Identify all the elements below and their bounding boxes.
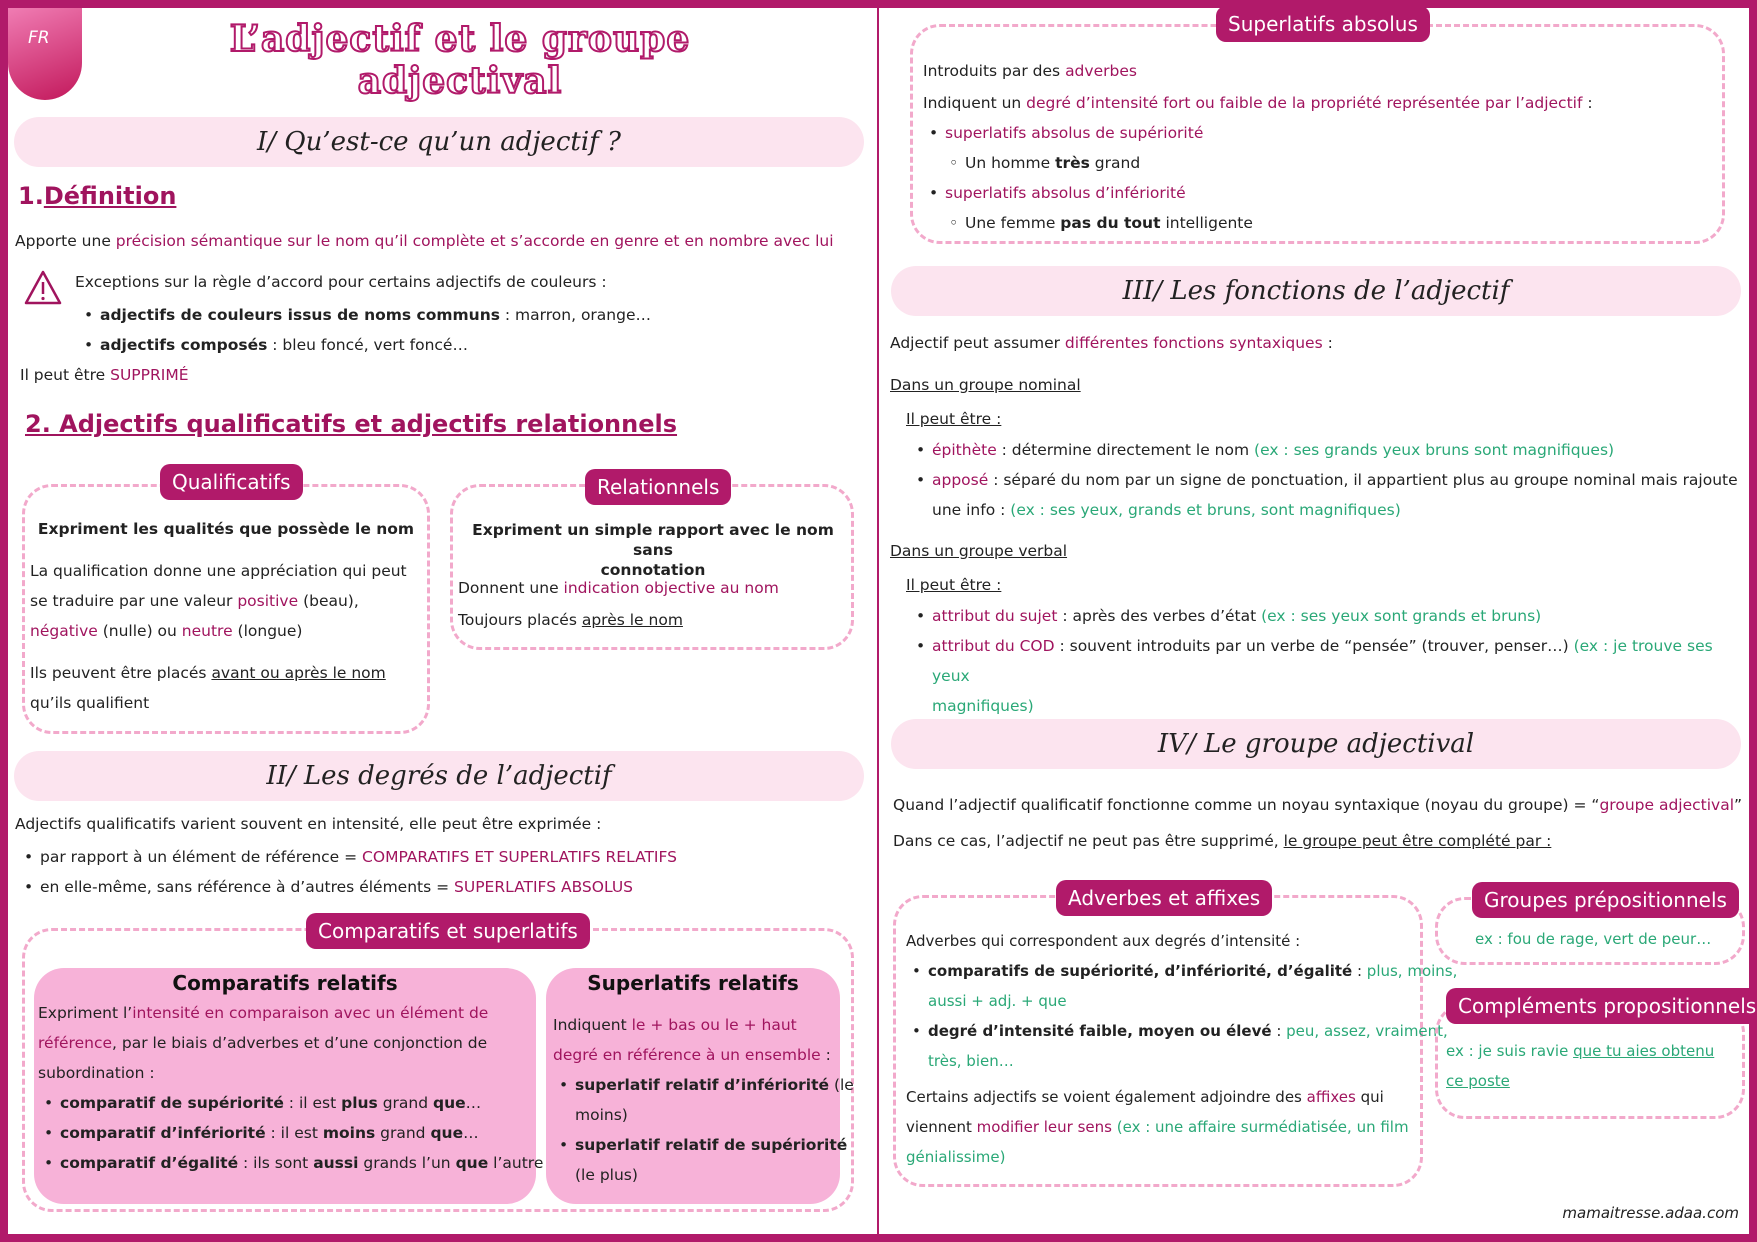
- adv-line-5: génialissime): [906, 1148, 1006, 1166]
- exception-bold: adjectifs composés: [100, 336, 268, 354]
- comp-item-m1: : ils sont: [238, 1154, 314, 1172]
- suppression-a: Il peut être: [20, 366, 111, 384]
- s3-ac-c: (ex : je trouve ses yeux: [932, 637, 1713, 685]
- comp-item-bold: comparatif d’infériorité: [60, 1124, 266, 1142]
- definition-text-a: Apporte une: [15, 232, 116, 250]
- comparatifs-relatifs-title: Comparatifs relatifs: [172, 971, 398, 995]
- section3-intro: [890, 334, 1333, 352]
- comp-item-b3: que: [455, 1154, 489, 1172]
- complements-propositionnels-body: [1446, 1036, 1714, 1096]
- adv-i1c: plus, moins,: [1366, 962, 1458, 980]
- s3-ap-d: (ex : ses yeux, grands et bruns, sont magnifiques): [1010, 501, 1401, 519]
- comp-item-b3: que: [430, 1124, 464, 1142]
- qualif-line-5: qu’ils qualifient: [30, 694, 150, 712]
- comp-item-end: l’autre: [488, 1154, 544, 1172]
- list-item: [78, 330, 651, 360]
- adv-l4a: viennent: [906, 1118, 977, 1136]
- qualif-l2a: se traduire par une valeur: [30, 592, 238, 610]
- exceptions-intro: Exceptions sur la règle d’accord pour certains adjectifs de couleurs :: [75, 273, 607, 291]
- adv-l4b: modifier leur sens: [976, 1118, 1112, 1136]
- qualif-l2b: positive: [237, 592, 299, 610]
- section2-intro: Adjectifs qualificatifs varient souvent en intensité, elle peut être exprimée :: [15, 815, 602, 833]
- adv-i2b: :: [1271, 1022, 1287, 1040]
- exception-rest: : marron, orange…: [499, 306, 652, 324]
- comparatifs-list: [38, 1088, 543, 1178]
- adv-line-3: [906, 1082, 1457, 1112]
- comp-l2a: référence: [38, 1034, 113, 1052]
- comparatifs-body: [38, 998, 543, 1178]
- s4-l1c: ”: [1734, 796, 1743, 814]
- relat-l2a: Toujours placés: [458, 611, 582, 629]
- qualif-l3d: (longue): [232, 622, 303, 640]
- adv-i2d: très, bien…: [928, 1052, 1014, 1070]
- list-item: [906, 956, 1457, 1016]
- groupe-verbal-list: [910, 601, 1750, 721]
- abs-e1b: très: [1055, 154, 1090, 172]
- comp-item-b2: moins: [322, 1124, 376, 1142]
- subsection2-title: 2. Adjectifs qualificatifs et adjectifs relationnels: [25, 410, 678, 438]
- comp-line-2: [38, 1028, 543, 1058]
- prop-l1b: que tu aies obtenu: [1573, 1042, 1715, 1060]
- superlatifs-absolus-body: [923, 56, 1593, 238]
- list-item: [910, 435, 1750, 465]
- abs-example-list: [945, 148, 1593, 178]
- abs-i2: superlatifs absolus d’infériorité: [945, 184, 1186, 202]
- s2-b1b: COMPARATIFS ET SUPERLATIFS RELATIFS: [362, 848, 677, 866]
- exception-bold: adjectifs de couleurs issus de noms communs: [100, 306, 500, 324]
- list-item: [945, 148, 1593, 178]
- sup-line-1: [553, 1010, 854, 1040]
- s3-ap-b: : séparé du nom par un signe de ponctuation, il appartient plus au groupe nominal mais rajoute: [988, 471, 1738, 489]
- sup-l2a: degré en référence à un ensemble: [553, 1046, 821, 1064]
- adv-line-4: [906, 1112, 1457, 1142]
- section4-banner: IV/ Le groupe adjectival: [891, 719, 1741, 769]
- qualif-l4a: Ils peuvent être placés: [30, 664, 212, 682]
- comp-item-end: …: [463, 1124, 479, 1142]
- abs-example-list: [945, 208, 1593, 238]
- adv-l4d: (ex : une affaire surmédiatisée, un film: [1116, 1118, 1409, 1136]
- list-item: [910, 631, 1750, 721]
- section4-line-1: [893, 796, 1742, 814]
- qualif-line-1: La qualification donne une appréciation qui peut: [30, 562, 407, 580]
- s4-l1b: groupe adjectival: [1599, 796, 1735, 814]
- adv-i1a: comparatifs de supériorité, d’infériorité, d’égalité: [928, 962, 1353, 980]
- s3-ac-a: attribut du COD: [932, 637, 1055, 655]
- comp-l2b: , par le biais d’adverbes et d’une conjonction de: [112, 1034, 488, 1052]
- section2-banner: II/ Les degrés de l’adjectif: [14, 751, 864, 801]
- adverbes-list: [906, 956, 1457, 1076]
- superlatifs-relatifs-title: Superlatifs relatifs: [587, 971, 799, 995]
- adv-i2c: peu, assez, vraiment,: [1286, 1022, 1448, 1040]
- definition-text-b: précision sémantique sur le nom qu’il complète et s’accorde en genre et en nombre avec lui: [115, 232, 834, 250]
- sup-l1a: Indiquent: [553, 1016, 632, 1034]
- adv-i1b: :: [1352, 962, 1367, 980]
- qualificatifs-label: Qualificatifs: [160, 464, 303, 500]
- prop-line-1: [1446, 1036, 1714, 1066]
- comp-item-bold: comparatif d’égalité: [60, 1154, 239, 1172]
- qualif-line-4: [30, 658, 407, 688]
- s3-ac-d: magnifiques): [932, 697, 1034, 715]
- exception-rest: : bleu foncé, vert foncé…: [267, 336, 468, 354]
- abs-l1a: Introduits par des: [923, 62, 1066, 80]
- superlatifs-relatifs-body: [553, 1010, 854, 1190]
- adv-i2a: degré d’intensité faible, moyen ou élevé: [928, 1022, 1272, 1040]
- list-item: [553, 1130, 854, 1190]
- comp-l1b: intensité en comparaison avec un élément de: [132, 1004, 489, 1022]
- adverbes-affixes-body: [906, 926, 1457, 1172]
- abs-e1c: grand: [1089, 154, 1141, 172]
- relationnels-heading: [460, 520, 846, 580]
- section2-list: [18, 842, 677, 902]
- comp-line-1: [38, 998, 543, 1028]
- s3-ap-c: une info :: [932, 501, 1011, 519]
- list-item: [906, 1016, 1457, 1076]
- list-item: [923, 118, 1593, 178]
- s3-intro-c: :: [1322, 334, 1333, 352]
- abs-l2b: degré d’intensité fort ou faible de la propriété représentée par l’adjectif: [1026, 94, 1583, 112]
- s3-ap-a: apposé: [932, 471, 989, 489]
- suppression-text: [20, 366, 189, 384]
- comp-item-m2: grands l’un: [358, 1154, 456, 1172]
- comp-item-m2: grand: [375, 1124, 431, 1142]
- groupes-prepositionnels-text: ex : fou de rage, vert de peur…: [1475, 930, 1712, 948]
- abs-l2a: Indiquent un: [923, 94, 1027, 112]
- list-item: [18, 842, 677, 872]
- groupe-verbal-heading: Dans un groupe verbal: [890, 542, 1068, 560]
- page-title: L’adjectif et le groupe adjectival: [229, 18, 691, 102]
- s3-intro-a: Adjectif peut assumer: [890, 334, 1065, 352]
- language-tab-label: FR: [28, 28, 50, 48]
- adv-i1d: aussi + adj. + que: [928, 992, 1067, 1010]
- abs-l1b: adverbes: [1065, 62, 1137, 80]
- qualif-l4b: avant ou après le nom: [211, 664, 386, 682]
- sup-i1b: (le: [829, 1076, 854, 1094]
- section3-banner: III/ Les fonctions de l’adjectif: [891, 266, 1741, 316]
- definition-text: [15, 232, 834, 250]
- comp-item-end: …: [465, 1094, 482, 1112]
- adv-intro: Adverbes qui correspondent aux degrés d’intensité :: [906, 932, 1301, 950]
- comp-item-b2: aussi: [313, 1154, 359, 1172]
- language-tab: [8, 8, 82, 100]
- section4-line-2: [893, 832, 1551, 850]
- sup-i1a: superlatif relatif d’infériorité: [575, 1076, 830, 1094]
- list-item: [38, 1148, 543, 1178]
- abs-line-2: [923, 88, 1593, 118]
- complements-propositionnels-label: Compléments propositionnels: [1446, 988, 1757, 1024]
- groupe-nominal-list: [910, 435, 1750, 525]
- comp-line-3: subordination :: [38, 1064, 155, 1082]
- sup-i2a: superlatif relatif de supériorité: [575, 1136, 848, 1154]
- s2-b2b: SUPERLATIFS ABSOLUS: [454, 878, 634, 896]
- list-item: [910, 601, 1750, 631]
- relat-line-2: [458, 604, 779, 636]
- list-item: [78, 300, 651, 330]
- prop-line-2: ce poste: [1446, 1072, 1510, 1090]
- relationnels-label: Relationnels: [585, 469, 731, 505]
- s4-l1a: Quand l’adjectif qualificatif fonctionne comme un noyau syntaxique (noyau du groupe) = “: [893, 796, 1600, 814]
- relat-line-1: [458, 572, 779, 604]
- s2-b1a: par rapport à un élément de référence =: [40, 848, 363, 866]
- sup-l1b: le + bas ou le + haut: [631, 1016, 797, 1034]
- column-divider: [877, 0, 879, 1242]
- s3-ep-c: (ex : ses grands yeux bruns sont magnifiques): [1254, 441, 1615, 459]
- sup-i1c: moins): [575, 1106, 628, 1124]
- qualif-line-2: [30, 586, 407, 616]
- exceptions-list: [78, 300, 651, 360]
- adv-l3a: Certains adjectifs se voient également adjoindre des: [906, 1088, 1307, 1106]
- comp-item-b2: plus: [341, 1094, 378, 1112]
- s4-l2b: le groupe peut être complété par :: [1283, 832, 1552, 850]
- definition-title: Définition: [43, 182, 177, 210]
- list-item: [38, 1088, 543, 1118]
- abs-e1a: Un homme: [965, 154, 1056, 172]
- abs-e2c: intelligente: [1160, 214, 1253, 232]
- sup-l2b: :: [820, 1046, 831, 1064]
- sup-i2b: (le plus): [575, 1166, 638, 1184]
- comparatifs-superlatifs-label: Comparatifs et superlatifs: [306, 913, 590, 949]
- superlatifs-absolus-list: [923, 118, 1593, 238]
- comp-item-m2: grand: [377, 1094, 434, 1112]
- definition-heading: [18, 182, 176, 210]
- relat-heading-1: Expriment un simple rapport avec le nom sans: [472, 521, 834, 559]
- comp-item-m1: : il est: [265, 1124, 323, 1142]
- abs-e2b: pas du tout: [1060, 214, 1161, 232]
- comp-l1a: Expriment l’: [38, 1004, 133, 1022]
- superlatifs-relatifs-list: [553, 1070, 854, 1190]
- relationnels-body: [458, 572, 779, 636]
- abs-l2c: :: [1582, 94, 1593, 112]
- groupe-verbal-peut-etre: Il peut être :: [906, 576, 1002, 594]
- qualif-l3b: (nulle) ou: [97, 622, 182, 640]
- section1-banner: I/ Qu’est-ce qu’un adjectif ?: [14, 117, 864, 167]
- sup-line-2: [553, 1040, 854, 1070]
- s3-as-a: attribut du sujet: [932, 607, 1058, 625]
- comp-item-bold: comparatif de supériorité: [60, 1094, 284, 1112]
- s3-intro-b: différentes fonctions syntaxiques: [1064, 334, 1323, 352]
- s3-ep-a: épithète: [932, 441, 997, 459]
- adv-l3b: affixes: [1306, 1088, 1356, 1106]
- definition-number: 1.: [18, 182, 44, 210]
- adverbes-affixes-label: Adverbes et affixes: [1056, 880, 1272, 916]
- superlatifs-absolus-label: Superlatifs absolus: [1216, 6, 1430, 42]
- list-item: [553, 1070, 854, 1130]
- adv-l3c: qui: [1355, 1088, 1384, 1106]
- relat-l1b: indication objective au nom: [563, 579, 779, 597]
- list-item: [18, 872, 677, 902]
- warning-icon: [24, 270, 62, 306]
- groupe-nominal-peut-etre: Il peut être :: [906, 410, 1002, 428]
- suppression-b: SUPPRIMÉ: [110, 366, 189, 384]
- relat-l2b: après le nom: [581, 611, 683, 629]
- abs-line-1: [923, 56, 1593, 86]
- s3-as-c: (ex : ses yeux sont grands et bruns): [1261, 607, 1542, 625]
- comp-item-m1: : il est: [283, 1094, 342, 1112]
- list-item: [945, 208, 1593, 238]
- abs-e2a: Une femme: [965, 214, 1061, 232]
- qualificatifs-body: [30, 556, 407, 718]
- list-item: [923, 178, 1593, 238]
- s3-as-b: : après des verbes d’état: [1057, 607, 1262, 625]
- qualif-l3c: neutre: [181, 622, 233, 640]
- prop-l1a: ex : je suis ravie: [1446, 1042, 1574, 1060]
- comp-item-b3: que: [433, 1094, 466, 1112]
- abs-i1: superlatifs absolus de supériorité: [945, 124, 1204, 142]
- list-item: [38, 1118, 543, 1148]
- qualificatifs-heading: Expriment les qualités que possède le nom: [37, 520, 415, 538]
- footer-credit: mamaitresse.adaa.com: [1562, 1204, 1739, 1222]
- s3-ep-b: : détermine directement le nom: [996, 441, 1255, 459]
- list-item: [910, 465, 1750, 525]
- groupe-nominal-heading: Dans un groupe nominal: [890, 376, 1081, 394]
- qualif-line-3: [30, 616, 407, 646]
- relat-l1a: Donnent une: [458, 579, 564, 597]
- s3-ac-b: : souvent introduits par un verbe de “pensée” (trouver, penser…): [1054, 637, 1574, 655]
- s4-l2a: Dans ce cas, l’adjectif ne peut pas être supprimé,: [893, 832, 1284, 850]
- qualif-l2c: (beau),: [298, 592, 359, 610]
- relat-heading-2: connotation: [600, 561, 706, 579]
- groupes-prepositionnels-label: Groupes prépositionnels: [1472, 882, 1739, 918]
- qualif-l3a: négative: [30, 622, 98, 640]
- s2-b2a: en elle-même, sans référence à d’autres éléments =: [40, 878, 455, 896]
